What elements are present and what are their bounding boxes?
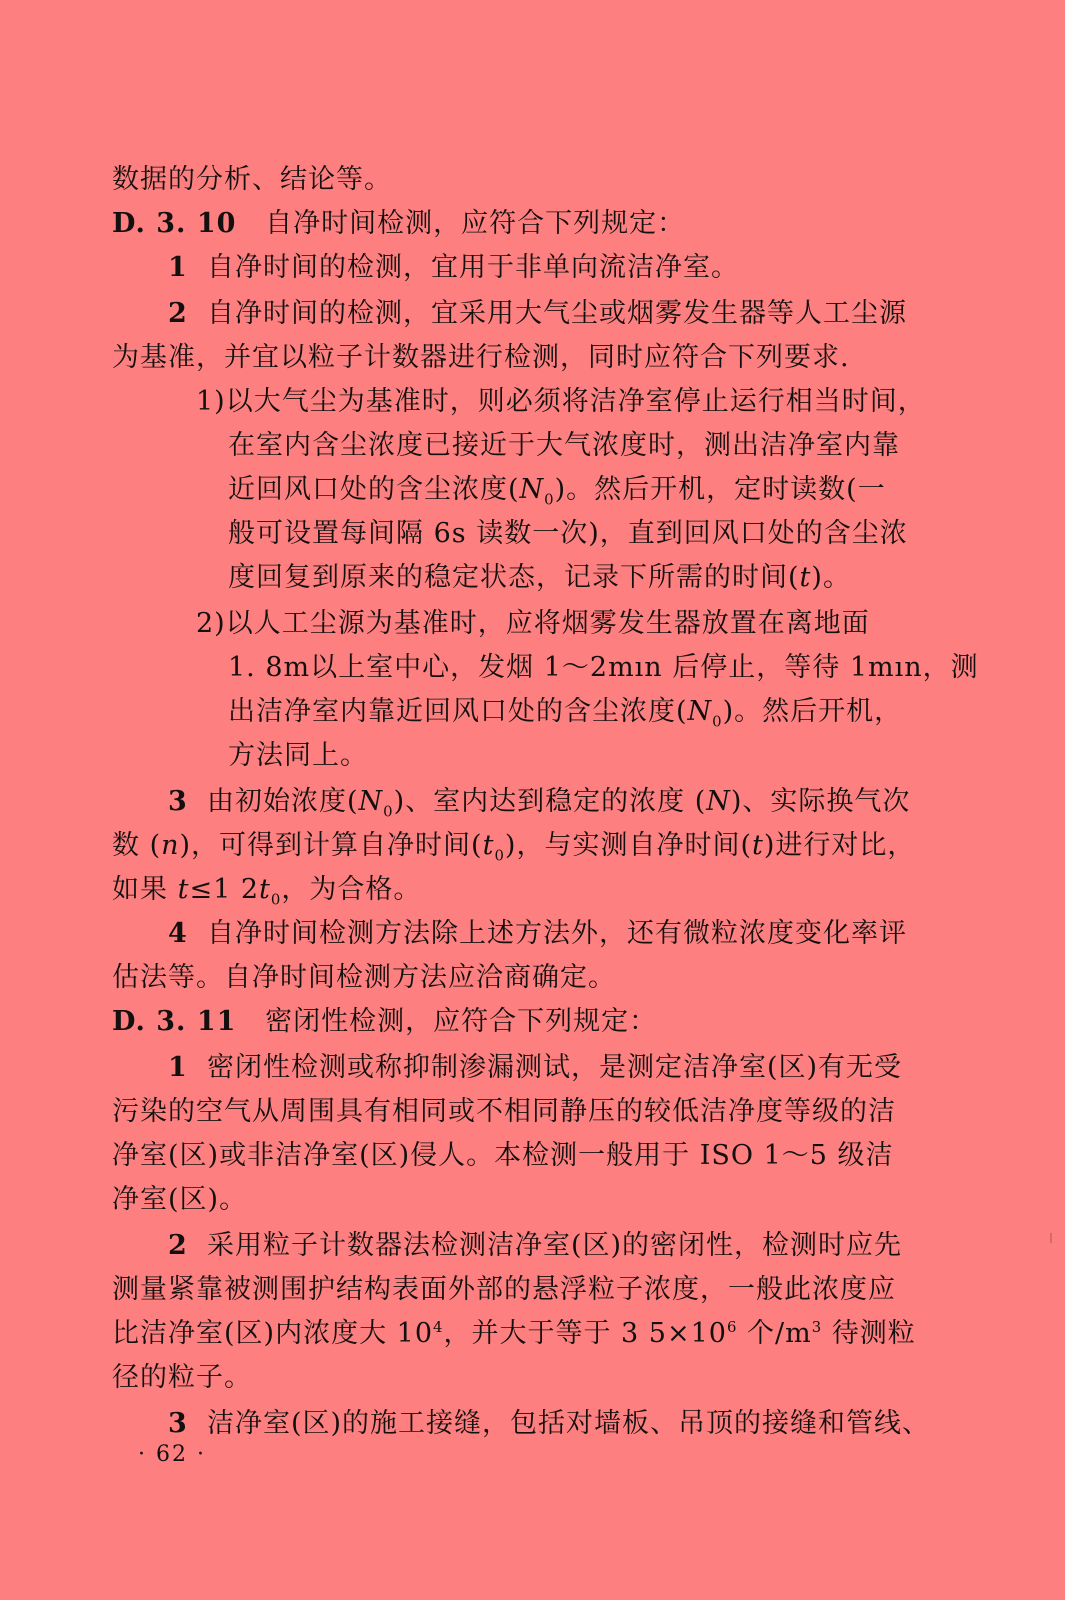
text-line: 测量紧靠被测围护结构表面外部的悬浮粒子浓度，一般此浓度应 <box>112 1274 896 1305</box>
clause-heading-d311: D. 3. 11 密闭性检测，应符合下列规定： <box>112 1006 658 1037</box>
text-line: 出洁净室内靠近回风口处的含尘浓度$(N_0)$。然后开机， <box>228 696 903 731</box>
sub-item: 1)以大气尘为基准时，则必须将洁净室停止运行相当时间， <box>196 386 926 417</box>
list-item: 4 自净时间检测方法除上述方法外，还有微粒浓度变化率评 <box>168 918 907 949</box>
list-item: 2 自净时间的检测，宜采用大气尘或烟雾发生器等人工尘源 <box>168 298 907 329</box>
text-line: 在室内含尘浓度已接近于大气浓度时，测出洁净室内靠 <box>228 430 900 461</box>
sub-item: 2)以人工尘源为基准时，应将烟雾发生器放置在离地面 <box>196 608 870 639</box>
text-line: 净室(区)或非洁净室(区)侵人。本检测一般用于 ISO 1～5 级洁 <box>112 1140 894 1171</box>
page-number: · 62 · <box>138 1442 206 1467</box>
list-item: 2 采用粒子计数器法检测洁净室(区)的密闭性，检测时应先 <box>168 1230 903 1261</box>
text-line: 径的粒子。 <box>112 1362 252 1393</box>
text-line: 净室(区)。 <box>112 1184 248 1215</box>
text-line: 污染的空气从周围具有相同或不相同静压的较低洁净度等级的洁 <box>112 1096 896 1127</box>
text-line: 方法同上。 <box>228 740 368 771</box>
text-line: 1. 8m以上室中心，发烟 1～2mın 后停止，等待 1mın，测 <box>228 652 979 683</box>
scan-mark <box>1050 1233 1052 1243</box>
text-line: 数据的分析、结论等。 <box>112 164 392 195</box>
text-line: 估法等。自净时间检测方法应洽商确定。 <box>112 962 616 993</box>
list-item: 3 由初始浓度$(N_0)$、室内达到稳定的浓度 (N)、实际换气次 <box>168 786 911 821</box>
list-item: 3 洁净室(区)的施工接缝，包括对墙板、吊顶的接缝和管线、 <box>168 1408 931 1439</box>
text-line: 如果 t≤1 $2t_0$，为合格。 <box>112 874 422 909</box>
text-line: 数 (n)，可得到计算自净时间$(t_0)$，与实测自净时间(t)进行对比， <box>112 830 916 865</box>
text-line: 比洁净室(区)内浓度大 $10^4$，并大于等于 3 $5\times 10^6$ 个$/m^3$ 待测粒 <box>112 1318 916 1349</box>
list-item: 1 自净时间的检测，宜用于非单向流洁净室。 <box>168 252 739 283</box>
clause-heading-d310: D. 3. 10 自净时间检测，应符合下列规定： <box>112 208 686 239</box>
list-item: 1 密闭性检测或称抑制渗漏测试，是测定洁净室(区)有无受 <box>168 1052 903 1083</box>
text-line: 近回风口处的含尘浓度$(N_0)$。然后开机，定时读数(一 <box>228 474 886 509</box>
text-line: 般可设置每间隔 6s 读数一次)，直到回风口处的含尘浓 <box>228 518 908 549</box>
text-line: 为基准，并宜以粒子计数器进行检测，同时应符合下列要求. <box>112 342 850 373</box>
text-line: 度回复到原来的稳定状态，记录下所需的时间(t)。 <box>228 562 851 593</box>
